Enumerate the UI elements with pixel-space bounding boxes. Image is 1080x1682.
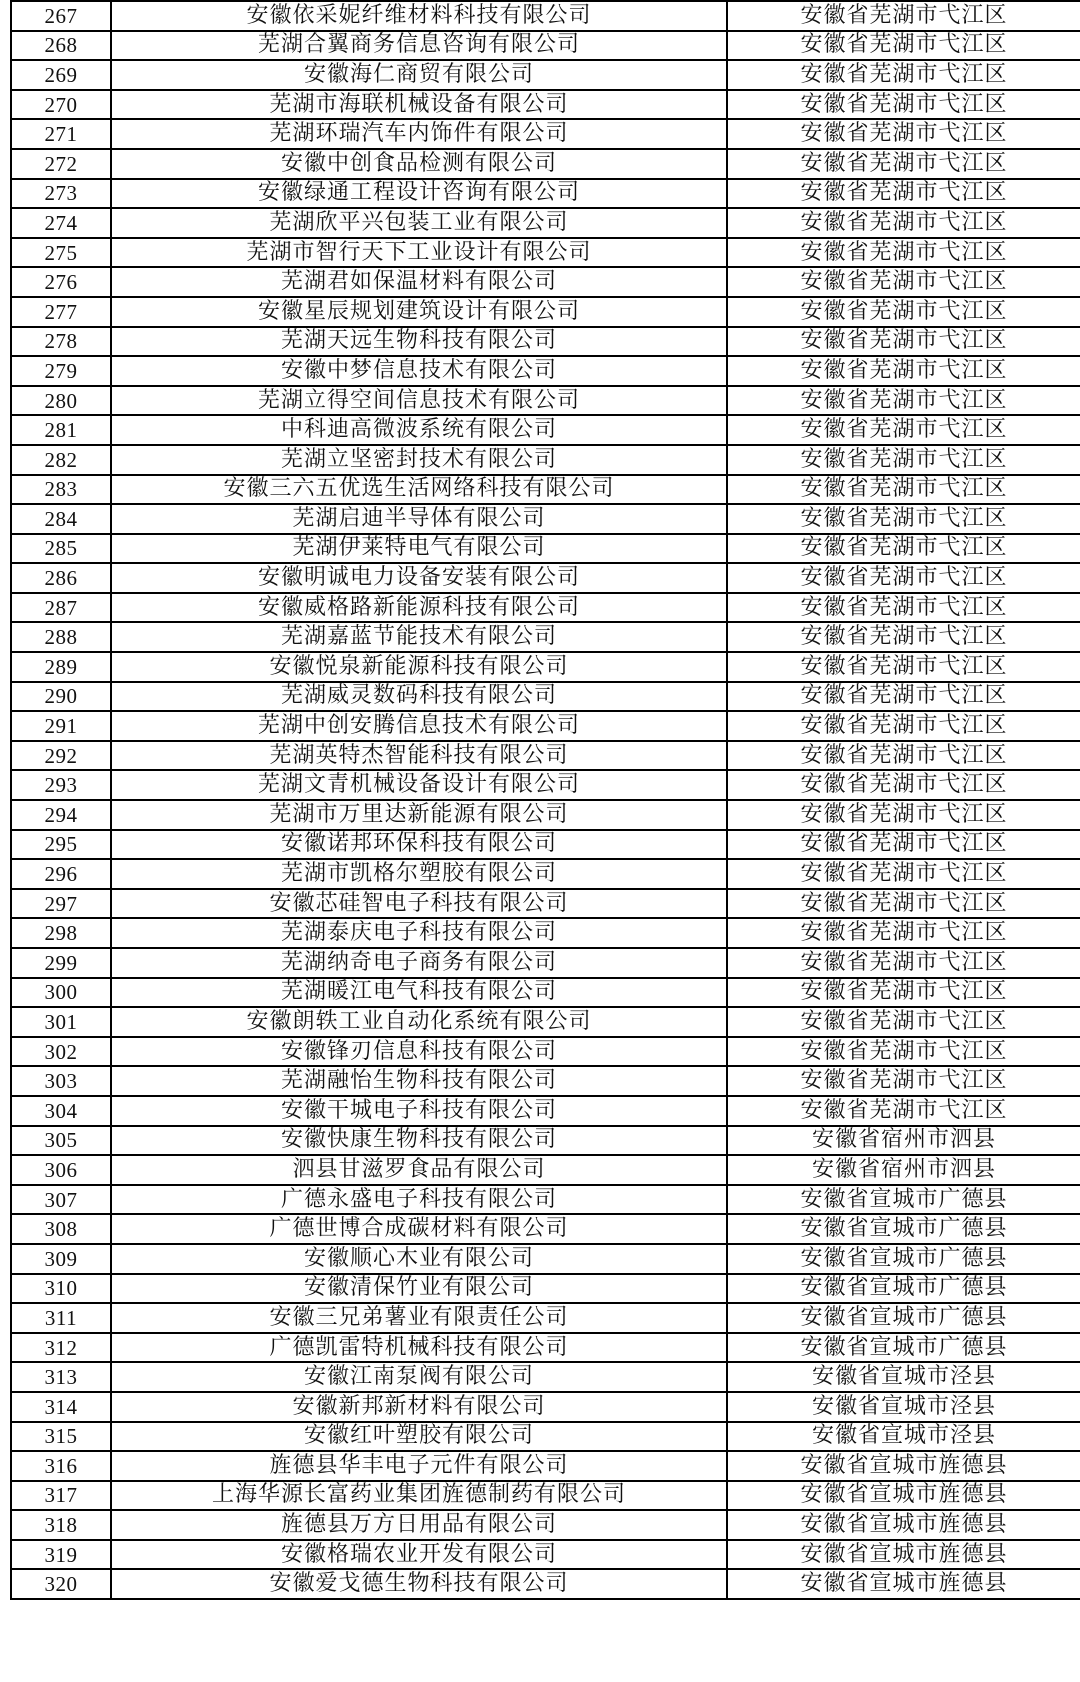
table-row bbox=[11, 1126, 1080, 1156]
table-row bbox=[11, 504, 1080, 534]
table-row bbox=[11, 386, 1080, 416]
company-location: 安徽省芜湖市弋江区 bbox=[727, 238, 1080, 268]
row-number: 292 bbox=[11, 741, 111, 771]
table-row bbox=[11, 1096, 1080, 1126]
company-location: 安徽省芜湖市弋江区 bbox=[727, 593, 1080, 623]
company-location: 安徽省芜湖市弋江区 bbox=[727, 445, 1080, 475]
company-location: 安徽省芜湖市弋江区 bbox=[727, 711, 1080, 741]
company-location: 安徽省芜湖市弋江区 bbox=[727, 622, 1080, 652]
company-location: 安徽省芜湖市弋江区 bbox=[727, 297, 1080, 327]
table-row bbox=[11, 978, 1080, 1008]
table-row bbox=[11, 1155, 1080, 1185]
row-number: 280 bbox=[11, 386, 111, 416]
company-location: 安徽省芜湖市弋江区 bbox=[727, 327, 1080, 357]
company-location: 安徽省宿州市泗县 bbox=[727, 1155, 1080, 1185]
table-row bbox=[11, 1007, 1080, 1037]
table-row bbox=[11, 800, 1080, 830]
company-name: 芜湖立坚密封技术有限公司 bbox=[111, 445, 727, 475]
company-name: 芜湖市智行天下工业设计有限公司 bbox=[111, 238, 727, 268]
table-row bbox=[11, 445, 1080, 475]
table-row bbox=[11, 563, 1080, 593]
row-number: 286 bbox=[11, 563, 111, 593]
row-number: 288 bbox=[11, 622, 111, 652]
table-row bbox=[11, 31, 1080, 61]
company-name: 芜湖文青机械设备设计有限公司 bbox=[111, 770, 727, 800]
table-row bbox=[11, 415, 1080, 445]
row-number: 294 bbox=[11, 800, 111, 830]
company-location: 安徽省宣城市广德县 bbox=[727, 1185, 1080, 1215]
company-name: 芜湖中创安腾信息技术有限公司 bbox=[111, 711, 727, 741]
company-name: 安徽江南泵阀有限公司 bbox=[111, 1362, 727, 1392]
company-name: 芜湖融怡生物科技有限公司 bbox=[111, 1066, 727, 1096]
table-row bbox=[11, 60, 1080, 90]
company-location: 安徽省宿州市泗县 bbox=[727, 1126, 1080, 1156]
row-number: 319 bbox=[11, 1540, 111, 1570]
company-location: 安徽省芜湖市弋江区 bbox=[727, 119, 1080, 149]
company-location: 安徽省芜湖市弋江区 bbox=[727, 1066, 1080, 1096]
company-name: 上海华源长富药业集团旌德制药有限公司 bbox=[111, 1481, 727, 1511]
table-row bbox=[11, 1274, 1080, 1304]
company-name: 芜湖市海联机械设备有限公司 bbox=[111, 90, 727, 120]
table-row bbox=[11, 1066, 1080, 1096]
table-row bbox=[11, 475, 1080, 505]
table-row bbox=[11, 1244, 1080, 1274]
row-number: 296 bbox=[11, 859, 111, 889]
company-name: 芜湖合翼商务信息咨询有限公司 bbox=[111, 31, 727, 61]
company-name: 安徽绿通工程设计咨询有限公司 bbox=[111, 179, 727, 209]
table-row bbox=[11, 1037, 1080, 1067]
table-row bbox=[11, 238, 1080, 268]
row-number: 314 bbox=[11, 1392, 111, 1422]
row-number: 274 bbox=[11, 208, 111, 238]
company-location: 安徽省芜湖市弋江区 bbox=[727, 149, 1080, 179]
company-location: 安徽省芜湖市弋江区 bbox=[727, 830, 1080, 860]
company-location: 安徽省芜湖市弋江区 bbox=[727, 859, 1080, 889]
company-location: 安徽省宣城市广德县 bbox=[727, 1244, 1080, 1274]
company-location: 安徽省芜湖市弋江区 bbox=[727, 682, 1080, 712]
row-number: 303 bbox=[11, 1066, 111, 1096]
company-location: 安徽省宣城市广德县 bbox=[727, 1274, 1080, 1304]
company-name: 安徽格瑞农业开发有限公司 bbox=[111, 1540, 727, 1570]
company-name: 安徽顺心木业有限公司 bbox=[111, 1244, 727, 1274]
row-number: 267 bbox=[11, 1, 111, 31]
table-row bbox=[11, 1451, 1080, 1481]
company-name: 芜湖君如保温材料有限公司 bbox=[111, 267, 727, 297]
company-name: 芜湖纳奇电子商务有限公司 bbox=[111, 948, 727, 978]
row-number: 269 bbox=[11, 60, 111, 90]
company-name: 安徽干城电子科技有限公司 bbox=[111, 1096, 727, 1126]
row-number: 317 bbox=[11, 1481, 111, 1511]
table-row bbox=[11, 830, 1080, 860]
company-location: 安徽省芜湖市弋江区 bbox=[727, 179, 1080, 209]
row-number: 293 bbox=[11, 770, 111, 800]
table-row bbox=[11, 622, 1080, 652]
company-name: 安徽诺邦环保科技有限公司 bbox=[111, 830, 727, 860]
row-number: 287 bbox=[11, 593, 111, 623]
company-name: 安徽明诚电力设备安装有限公司 bbox=[111, 563, 727, 593]
table-row bbox=[11, 1185, 1080, 1215]
table-row bbox=[11, 741, 1080, 771]
company-name: 安徽海仁商贸有限公司 bbox=[111, 60, 727, 90]
table-row bbox=[11, 90, 1080, 120]
company-location: 安徽省芜湖市弋江区 bbox=[727, 948, 1080, 978]
company-location: 安徽省芜湖市弋江区 bbox=[727, 415, 1080, 445]
company-name: 芜湖市万里达新能源有限公司 bbox=[111, 800, 727, 830]
company-name: 芜湖嘉蓝节能技术有限公司 bbox=[111, 622, 727, 652]
company-location: 安徽省芜湖市弋江区 bbox=[727, 475, 1080, 505]
company-name: 芜湖立得空间信息技术有限公司 bbox=[111, 386, 727, 416]
table-row bbox=[11, 1569, 1080, 1599]
row-number: 305 bbox=[11, 1126, 111, 1156]
table-row bbox=[11, 918, 1080, 948]
row-number: 268 bbox=[11, 31, 111, 61]
company-location: 安徽省宣城市泾县 bbox=[727, 1422, 1080, 1452]
company-name: 安徽爱戈德生物科技有限公司 bbox=[111, 1569, 727, 1599]
company-name: 安徽依采妮纤维材料科技有限公司 bbox=[111, 1, 727, 31]
company-location: 安徽省芜湖市弋江区 bbox=[727, 208, 1080, 238]
row-number: 278 bbox=[11, 327, 111, 357]
row-number: 320 bbox=[11, 1569, 111, 1599]
row-number: 308 bbox=[11, 1214, 111, 1244]
company-location: 安徽省芜湖市弋江区 bbox=[727, 60, 1080, 90]
company-name: 安徽红叶塑胶有限公司 bbox=[111, 1422, 727, 1452]
company-location: 安徽省宣城市广德县 bbox=[727, 1214, 1080, 1244]
company-location: 安徽省芜湖市弋江区 bbox=[727, 770, 1080, 800]
company-location: 安徽省宣城市旌德县 bbox=[727, 1540, 1080, 1570]
row-number: 291 bbox=[11, 711, 111, 741]
company-location: 安徽省宣城市旌德县 bbox=[727, 1481, 1080, 1511]
row-number: 306 bbox=[11, 1155, 111, 1185]
company-location: 安徽省芜湖市弋江区 bbox=[727, 31, 1080, 61]
table-row bbox=[11, 356, 1080, 386]
company-location: 安徽省芜湖市弋江区 bbox=[727, 90, 1080, 120]
company-location: 安徽省芜湖市弋江区 bbox=[727, 652, 1080, 682]
table-row bbox=[11, 179, 1080, 209]
company-location: 安徽省芜湖市弋江区 bbox=[727, 800, 1080, 830]
table-row bbox=[11, 1, 1080, 31]
table-row bbox=[11, 889, 1080, 919]
company-location: 安徽省芜湖市弋江区 bbox=[727, 563, 1080, 593]
table-row bbox=[11, 593, 1080, 623]
row-number: 300 bbox=[11, 978, 111, 1008]
company-name: 安徽悦泉新能源科技有限公司 bbox=[111, 652, 727, 682]
table-row bbox=[11, 1481, 1080, 1511]
table-row bbox=[11, 534, 1080, 564]
company-location: 安徽省宣城市广德县 bbox=[727, 1333, 1080, 1363]
company-name: 安徽清保竹业有限公司 bbox=[111, 1274, 727, 1304]
row-number: 272 bbox=[11, 149, 111, 179]
table-row bbox=[11, 682, 1080, 712]
company-name: 安徽快康生物科技有限公司 bbox=[111, 1126, 727, 1156]
company-name: 安徽三六五优选生活网络科技有限公司 bbox=[111, 475, 727, 505]
company-name: 旌德县华丰电子元件有限公司 bbox=[111, 1451, 727, 1481]
company-name: 芜湖市凯格尔塑胶有限公司 bbox=[111, 859, 727, 889]
document-page bbox=[10, 0, 1080, 1600]
table-row bbox=[11, 1214, 1080, 1244]
company-name: 安徽朗轶工业自动化系统有限公司 bbox=[111, 1007, 727, 1037]
table-row bbox=[11, 1392, 1080, 1422]
company-location: 安徽省芜湖市弋江区 bbox=[727, 386, 1080, 416]
table-row bbox=[11, 1303, 1080, 1333]
row-number: 285 bbox=[11, 534, 111, 564]
company-name: 芜湖英特杰智能科技有限公司 bbox=[111, 741, 727, 771]
row-number: 281 bbox=[11, 415, 111, 445]
table-row bbox=[11, 149, 1080, 179]
company-name: 安徽新邦新材料有限公司 bbox=[111, 1392, 727, 1422]
table-row bbox=[11, 1510, 1080, 1540]
company-location: 安徽省芜湖市弋江区 bbox=[727, 1096, 1080, 1126]
row-number: 299 bbox=[11, 948, 111, 978]
company-name: 芜湖威灵数码科技有限公司 bbox=[111, 682, 727, 712]
row-number: 311 bbox=[11, 1303, 111, 1333]
table-row bbox=[11, 652, 1080, 682]
row-number: 283 bbox=[11, 475, 111, 505]
company-name: 安徽锋刃信息科技有限公司 bbox=[111, 1037, 727, 1067]
company-location: 安徽省宣城市旌德县 bbox=[727, 1510, 1080, 1540]
table-body bbox=[11, 1, 1080, 1599]
row-number: 297 bbox=[11, 889, 111, 919]
company-location: 安徽省宣城市旌德县 bbox=[727, 1569, 1080, 1599]
row-number: 289 bbox=[11, 652, 111, 682]
row-number: 282 bbox=[11, 445, 111, 475]
company-location: 安徽省宣城市泾县 bbox=[727, 1362, 1080, 1392]
row-number: 304 bbox=[11, 1096, 111, 1126]
table-row bbox=[11, 208, 1080, 238]
company-name: 广德凯雷特机械科技有限公司 bbox=[111, 1333, 727, 1363]
company-location: 安徽省芜湖市弋江区 bbox=[727, 356, 1080, 386]
row-number: 316 bbox=[11, 1451, 111, 1481]
company-name: 安徽星辰规划建筑设计有限公司 bbox=[111, 297, 727, 327]
company-location: 安徽省芜湖市弋江区 bbox=[727, 504, 1080, 534]
row-number: 310 bbox=[11, 1274, 111, 1304]
company-location: 安徽省芜湖市弋江区 bbox=[727, 889, 1080, 919]
table-row bbox=[11, 859, 1080, 889]
table-row bbox=[11, 1362, 1080, 1392]
table-row bbox=[11, 327, 1080, 357]
company-name: 泗县甘滋罗食品有限公司 bbox=[111, 1155, 727, 1185]
company-location: 安徽省芜湖市弋江区 bbox=[727, 534, 1080, 564]
row-number: 271 bbox=[11, 119, 111, 149]
company-name: 芜湖伊莱特电气有限公司 bbox=[111, 534, 727, 564]
company-location: 安徽省宣城市旌德县 bbox=[727, 1451, 1080, 1481]
company-name: 芜湖暖江电气科技有限公司 bbox=[111, 978, 727, 1008]
table-row bbox=[11, 711, 1080, 741]
company-location: 安徽省宣城市泾县 bbox=[727, 1392, 1080, 1422]
row-number: 312 bbox=[11, 1333, 111, 1363]
table-row bbox=[11, 267, 1080, 297]
company-name: 广德世博合成碳材料有限公司 bbox=[111, 1214, 727, 1244]
table-row bbox=[11, 770, 1080, 800]
row-number: 318 bbox=[11, 1510, 111, 1540]
company-name: 安徽中创食品检测有限公司 bbox=[111, 149, 727, 179]
company-location: 安徽省芜湖市弋江区 bbox=[727, 1007, 1080, 1037]
company-name: 芜湖天远生物科技有限公司 bbox=[111, 327, 727, 357]
row-number: 295 bbox=[11, 830, 111, 860]
company-location: 安徽省芜湖市弋江区 bbox=[727, 1, 1080, 31]
row-number: 290 bbox=[11, 682, 111, 712]
row-number: 279 bbox=[11, 356, 111, 386]
row-number: 302 bbox=[11, 1037, 111, 1067]
company-location: 安徽省芜湖市弋江区 bbox=[727, 741, 1080, 771]
company-name: 安徽芯硅智电子科技有限公司 bbox=[111, 889, 727, 919]
company-location: 安徽省宣城市广德县 bbox=[727, 1303, 1080, 1333]
row-number: 273 bbox=[11, 179, 111, 209]
company-name: 芜湖泰庆电子科技有限公司 bbox=[111, 918, 727, 948]
company-location: 安徽省芜湖市弋江区 bbox=[727, 978, 1080, 1008]
company-location: 安徽省芜湖市弋江区 bbox=[727, 1037, 1080, 1067]
table-row bbox=[11, 297, 1080, 327]
company-list-table bbox=[10, 0, 1080, 1600]
row-number: 275 bbox=[11, 238, 111, 268]
row-number: 270 bbox=[11, 90, 111, 120]
company-name: 安徽三兄弟薯业有限责任公司 bbox=[111, 1303, 727, 1333]
row-number: 315 bbox=[11, 1422, 111, 1452]
row-number: 277 bbox=[11, 297, 111, 327]
company-name: 芜湖环瑞汽车内饰件有限公司 bbox=[111, 119, 727, 149]
company-location: 安徽省芜湖市弋江区 bbox=[727, 267, 1080, 297]
company-name: 安徽中梦信息技术有限公司 bbox=[111, 356, 727, 386]
row-number: 276 bbox=[11, 267, 111, 297]
company-location: 安徽省芜湖市弋江区 bbox=[727, 918, 1080, 948]
table-row bbox=[11, 119, 1080, 149]
table-row bbox=[11, 1333, 1080, 1363]
company-name: 芜湖启迪半导体有限公司 bbox=[111, 504, 727, 534]
table-row bbox=[11, 948, 1080, 978]
row-number: 313 bbox=[11, 1362, 111, 1392]
row-number: 309 bbox=[11, 1244, 111, 1274]
row-number: 301 bbox=[11, 1007, 111, 1037]
company-name: 旌德县万方日用品有限公司 bbox=[111, 1510, 727, 1540]
row-number: 284 bbox=[11, 504, 111, 534]
company-name: 芜湖欣平兴包装工业有限公司 bbox=[111, 208, 727, 238]
company-name: 安徽威格路新能源科技有限公司 bbox=[111, 593, 727, 623]
company-name: 广德永盛电子科技有限公司 bbox=[111, 1185, 727, 1215]
table-row bbox=[11, 1422, 1080, 1452]
row-number: 298 bbox=[11, 918, 111, 948]
row-number: 307 bbox=[11, 1185, 111, 1215]
table-row bbox=[11, 1540, 1080, 1570]
company-name: 中科迪高微波系统有限公司 bbox=[111, 415, 727, 445]
